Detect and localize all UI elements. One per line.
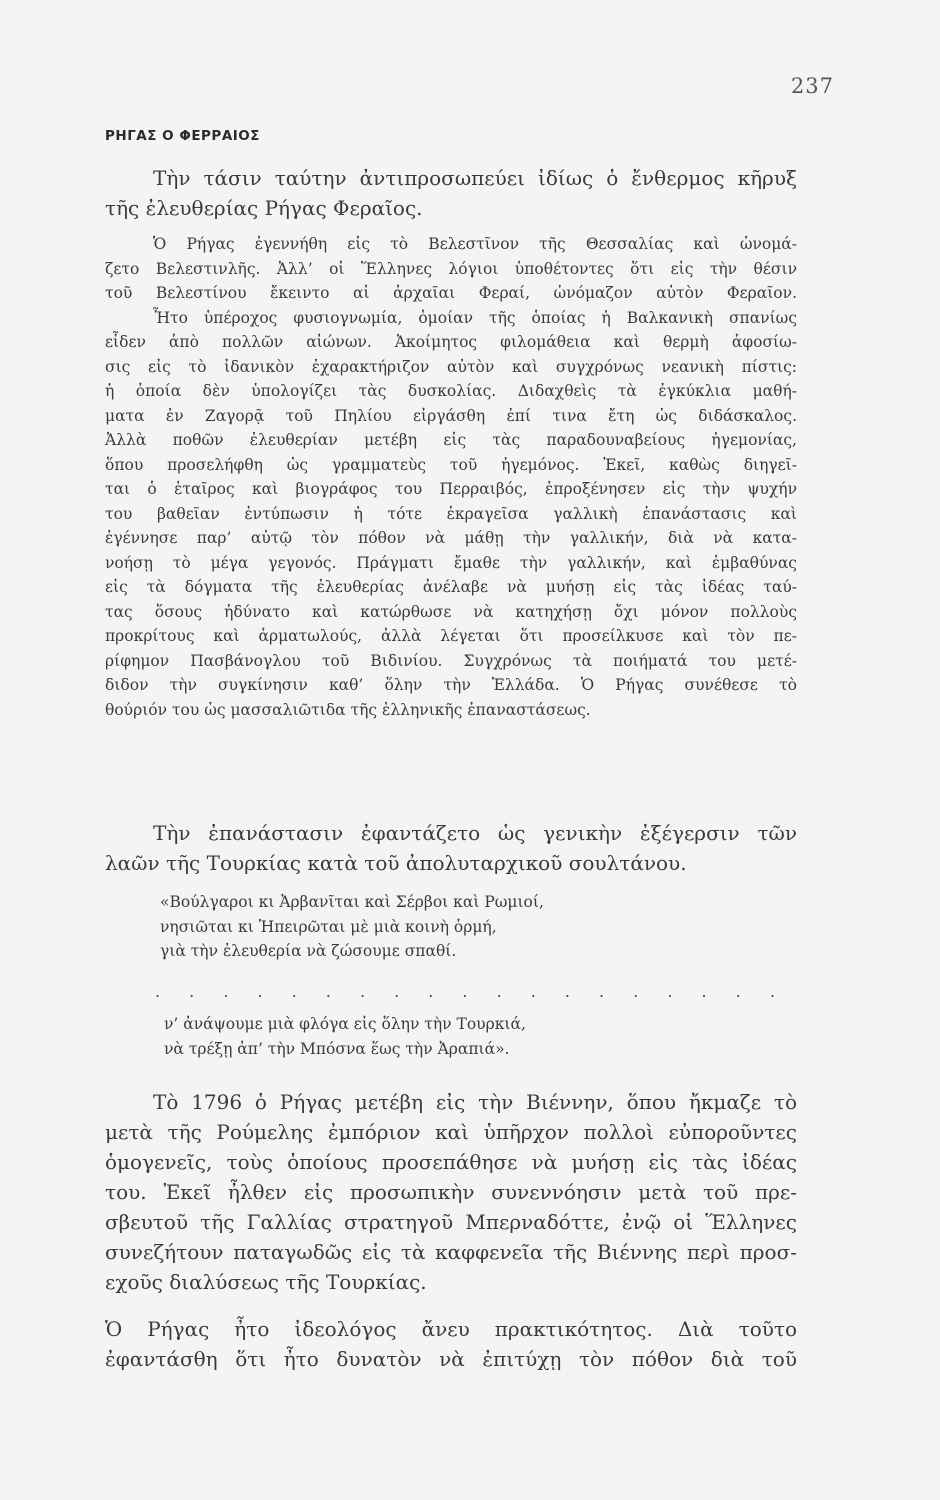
- text-line: ρίφημον Πασβάνογλου τοῦ Βιδινίου. Συγχρόνως τὰ ποιήματά του μετέ-: [105, 651, 797, 670]
- text-line: εἰς τὰ δόγματα τῆς ἐλευθερίας ἀνέλαβε νὰ μυήσῃ εἰς τὰς ἰδέας ταύ-: [105, 578, 797, 596]
- text-line: εἶδεν ἀπὸ πολλῶν αἰώνων. Ἀκοίμητος φιλομάθεια καὶ θερμὴ ἀφοσίω-: [105, 333, 797, 351]
- text-line: του. Ἐκεῖ ἦλθεν εἰς προσωπικὴν συνεννόησιν μετὰ τοῦ πρε-: [105, 1180, 797, 1204]
- text-line: Ἀλλὰ ποθῶν ἐλευθερίαν μετέβη εἰς τὰς παραδουναβείους ἡγεμονίας,: [105, 431, 797, 449]
- text-line: λαῶν τῆς Τουρκίας κατὰ τοῦ ἀπολυταρχικοῦ σουλτάνου.: [105, 851, 687, 875]
- text-line: ἡ ὁποία δὲν ὑπολογίζει τὰς δυσκολίας. Διδαχθεὶς τὰ ἐγκύκλια μαθή-: [105, 382, 797, 400]
- text-line: τῆς ἐλευθερίας Ρήγας Φεραῖος.: [105, 196, 423, 220]
- text-line: ὁμογενεῖς, τοὺς ὁποίους προσεπάθησε νὰ μυήσῃ εἰς τὰς ἰδέας: [105, 1150, 797, 1174]
- text-line: μετὰ τῆς Ρούμελης ἐμπόριον καὶ ὑπῆρχον πολλοὶ εὐποροῦντες: [105, 1120, 797, 1144]
- paragraph-1: [105, 163, 797, 223]
- text-line: ἐφαντάσθη ὅτι ἦτο δυνατὸν νὰ ἐπιτύχῃ τὸν πόθον διὰ τοῦ: [105, 1347, 797, 1371]
- paragraph-5: [105, 1314, 797, 1374]
- text-line: τας ὅσους ἠδύνατο καὶ κατώρθωσε νὰ κατηχήσῃ ὄχι μόνον πολλοὺς: [105, 602, 797, 621]
- text-line: ματα ἐν Ζαγορᾷ τοῦ Πηλίου εἰργάσθη ἐπί τινα ἔτη ὡς διδάσκαλος.: [105, 406, 797, 425]
- poem-line: νησιῶται κι Ἠπειρῶται μὲ μιὰ κοινὴ ὁρμή,: [160, 917, 497, 936]
- text-line: τοῦ Βελεστίνου ἔκειντο αἱ ἀρχαῖαι Φεραί, ὠνόμαζον αὐτὸν Φεραῖον.: [105, 284, 797, 302]
- paragraph-3: [105, 818, 797, 878]
- text-line: ἐγέννησε παρ’ αὐτῷ τὸν πόθον νὰ μάθῃ τὴν γαλλικήν, διὰ νὰ κατα-: [105, 529, 797, 547]
- page-number: 237: [790, 74, 834, 98]
- text-line: ζετο Βελεστινλῆς. Ἀλλ’ οἱ Ἕλληνες λόγιοι ὑποθέτοντες ὅτι εἰς τὴν θέσιν: [105, 259, 797, 278]
- poem-stanza-2: [164, 1012, 526, 1062]
- poem-line: νὰ τρέξῃ ἀπ’ τὴν Μπόσνα ἕως τὴν Ἀραπιά».: [164, 1040, 510, 1058]
- text-line: διδον τὴν συγκίνησιν καθ’ ὅλην τὴν Ἑλλάδα. Ὁ Ρήγας συνέθεσε τὸ: [105, 676, 797, 694]
- text-line: Ἦτο ὑπέροχος φυσιογνωμία, ὁμοίαν τῆς ὁποίας ἡ Βαλκανικὴ σπανίως: [153, 308, 797, 327]
- paragraph-2: [105, 232, 797, 722]
- text-line: Ὁ Ρήγας ἐγεννήθη εἰς τὸ Βελεστῖνον τῆς Θεσσαλίας καὶ ὠνομά-: [153, 235, 797, 253]
- text-line: σβευτοῦ τῆς Γαλλίας στρατηγοῦ Μπερναδόττε, ἐνῷ οἱ Ἕλληνες: [105, 1210, 797, 1234]
- text-line: εχοῦς διαλύσεως τῆς Τουρκίας.: [105, 1270, 427, 1294]
- text-line: νοήσῃ τὸ μέγα γεγονός. Πράγματι ἔμαθε τὴν γαλλικήν, καὶ ἐμβαθύνας: [105, 553, 797, 572]
- poem-stanza-1: [160, 890, 544, 964]
- text-line: θούριόν του ὡς μασσαλιῶτιδα τῆς ἑλληνικῆς ἐπαναστάσεως.: [105, 700, 591, 719]
- text-line: σις εἰς τὸ ἰδανικὸν ἐχαρακτήριζον αὐτὸν καὶ συγχρόνως νεανικὴ πίστις:: [105, 357, 797, 376]
- ellipsis-dots: . . . . . . . . . . . . . . . . . . .: [155, 982, 775, 1001]
- text-line: προκρίτους καὶ ἁρματωλούς, ἀλλὰ λέγεται ὅτι προσείλκυσε καὶ τὸν πε-: [105, 627, 797, 645]
- text-line: του βαθεῖαν ἐντύπωσιν ἡ τότε ἐκραγεῖσα γαλλικὴ ἐπανάστασις καὶ: [105, 504, 797, 523]
- text-line: Τὸ 1796 ὁ Ρήγας μετέβη εἰς τὴν Βιέννην, ὅπου ἤκμαζε τὸ: [153, 1090, 797, 1114]
- text-line: συνεζήτουν παταγωδῶς εἰς τὰ καφφενεῖα τῆς Βιέννης περὶ προσ-: [105, 1240, 797, 1264]
- text-line: Ὁ Ρήγας ἦτο ἰδεολόγος ἄνευ πρακτικότητος. Διὰ τοῦτο: [105, 1317, 797, 1341]
- poem-line: γιὰ τὴν ἐλευθερία νὰ ζώσουμε σπαθί.: [160, 942, 457, 960]
- text-line: Τὴν τάσιν ταύτην ἀντιπροσωπεύει ἰδίως ὁ ἔνθερμος κῆρυξ: [153, 166, 797, 190]
- text-line: ὅπου προσελήφθη ὡς γραμματεὺς τοῦ ἡγεμόνος. Ἐκεῖ, καθὼς διηγεῖ-: [105, 455, 797, 474]
- paragraph-4: [105, 1087, 797, 1297]
- poem-line: «Βούλγαροι κι Ἀρβανῖται καὶ Σέρβοι καὶ Ρωμιοί,: [160, 893, 544, 911]
- text-line: ται ὁ ἑταῖρος καὶ βιογράφος του Περραιβός, ἐπροξένησεν εἰς τὴν ψυχήν: [105, 480, 797, 498]
- poem-line: ν’ ἀνάψουμε μιὰ φλόγα εἰς ὅλην τὴν Τουρκιά,: [164, 1015, 526, 1033]
- running-title: ΡΗΓΑΣ Ο ΦΕΡΡΑΙΟΣ: [105, 128, 260, 144]
- text-line: Τὴν ἐπανάστασιν ἐφαντάζετο ὡς γενικὴν ἐξέγερσιν τῶν: [153, 821, 797, 845]
